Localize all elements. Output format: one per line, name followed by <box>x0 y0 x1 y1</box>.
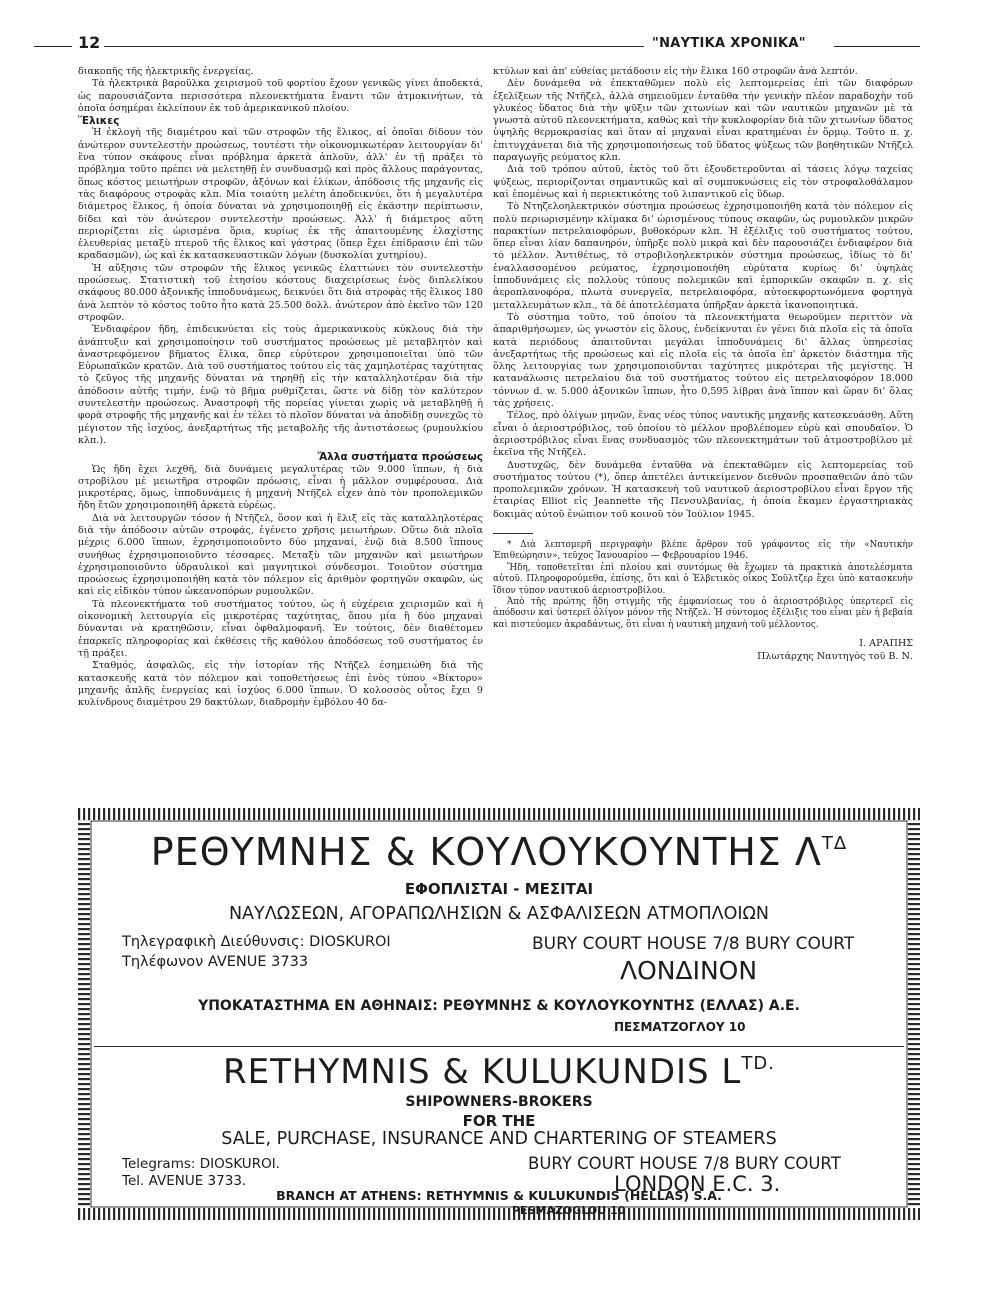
tel-line-english <box>122 1173 246 1189</box>
paragraph: Τὰ πλεονεκτήματα τοῦ συστήματος τούτου, ὡς ἡ εὐχέρεια χειρισμῶν καὶ ἡ οἰκονομικὴ λειτουργία εἰς μικροτέρας ταχύτητας, ὅπου μία ἢ δύο μηχαναὶ δύνανται νὰ κρατηθῶσιν, εἶναι ὀφθαλμοφανῆ. Ἐν τούτοις, δὲν διαθέτομεν ἐπαρκεῖς πληροφορίας καὶ ἐκθέσεις τῆς καθόλου ἀποδόσεως τοῦ συστήματος ἐν τῇ πράξει. <box>78 598 483 659</box>
address-english: BURY COURT HOUSE 7/8 BURY COURT <box>528 1154 841 1173</box>
page-number: 12 <box>78 33 101 52</box>
branch-english: BRANCH AT ATHENS: RETHYMNIS & KULUKUNDIS (HELLAS) S.A. <box>276 1188 722 1203</box>
phone-line-greek <box>122 954 308 970</box>
article-column-left <box>78 66 483 806</box>
paragraph: Τὰ ἠλεκτρικὰ βαροῦλκα χειρισμοῦ τοῦ φορτίου ἔχουν γενικῶς γίνει ἀποδεκτά, ὡς παρουσιάζοντα περισσότερα πλεονεκτήματα ἔναντι τῶν ἀτμοκινήτων, τὰ ὁποῖα ὁσημέραι ἐκλείπουν ἐκ τοῦ ἀμερικανικοῦ πλοίου. <box>78 78 483 114</box>
paragraph: Ὡς ἤδη ἔχει λεχθῆ, διὰ δυνάμεις μεγαλυτέρας τῶν 9.000 ἵππων, ἡ διὰ στροβίλου μὲ μειωτῆρα στροφῶν πρόωσις, εἶναι ἡ μᾶλλον συμφέρουσα. Διὰ μικροτέρας, ὅμως, ἱπποδυνάμεις ἡ μηχανὴ Ντῆζελ εἶχεν ἀπὸ τὸν προπολεμικῶν ἤδη ἔτῶν χρησιμοποιηθῆ ἀρκετὰ εὐρέως. <box>78 463 483 512</box>
company-role-greek: ΕΦΟΠΛΙΣΤΑΙ - ΜΕΣΙΤΑΙ <box>404 880 594 898</box>
telegrams-value: DIOSKUROI. <box>199 1156 280 1172</box>
company-name-english: RETHYMNIS & KULUKUNDIS $L^{TD.}$ <box>223 1052 775 1092</box>
ad-divider <box>94 1046 904 1047</box>
company-name-greek: ΡΕΘΥΜΝΗΣ & ΚΟΥΛΟΥΚΟΥΝΤΗΣ $\Lambda^{T\Delta}$ <box>150 830 848 874</box>
footnote: * Διὰ λεπτομερῆ περιγραφὴν βλέπε ἄρθρον τοῦ γράφοντος εἰς τὴν «Ναυτικὴν Ἐπιθεώρησιν», τεῦχος Ἰανουαρίου — Φεβρουαρίου 1946. <box>493 539 913 562</box>
phone-value: AVENUE 3733 <box>207 954 309 970</box>
footnote: Ἤδη, τοποθετεῖται ἐπὶ πλοίου καὶ συντόμως θὰ ἔχωμεν τὰ πρακτικὰ ἀποτελέσματα αὐτοῦ. Πληροφορούμεθα, ἐπίσης, ὅτι καὶ ὁ Ἑλβετικὸς οἶκος Σοῦλτζερ ἔχει ὑπὸ κατασκευὴν ἴδιον τύπον ναυτικοῦ ἀεριοστροβίλου. <box>493 562 913 596</box>
author-signature <box>493 637 913 663</box>
address-greek: BURY COURT HOUSE 7/8 BURY COURT <box>532 934 855 954</box>
paragraph: Τὸ Ντηζελοηλεκτρικὸν σύστημα προώσεως ἐχρησιμοποιήθη κατὰ τὸν πόλεμον εἰς πολὺ περιωρισμένην κλίμακα δι' ὡρισμένους τύπους σκαφῶν, ὡς ρυμουλκῶν μικρῶν παρακτίων πετρελαιοφόρων, βυθοκόρων κλπ. Ἡ ἐξέλιξις τοῦ συστήματος τούτου, ὅπερ εἶναι λίαν δαπανηρόν, ὑπῆρξε πολὺ μικρὰ καὶ δὲν παρουσιάζει ἐνδιαφέρον διὰ τὸ μέλλον. Ἀντιθέτως, τὸ στροβιλοηλεκτρικὸν σύστημα προώσεως, ἰδίως τὸ δι' ἐναλλασσομένου ρεύματος, ἐχρησιμοποιήθη εὐρύτατα κυρίως δι' ὑψηλὰς ἱπποδυνάμεις εἰς πολλοὺς τύπους πολεμικῶν καὶ ἐμπορικῶν σκαφῶν π. χ. εἰς ἀεροπλανοφόρα, πλωτὰ συνεργεῖα, πετρελαιοφόρα, αὐτοεκφορτωνόμενα φορτηγὰ μεταλλευμάτων κλπ., τὰ δὲ ἀποτελέσματα ὑπῆρξαν ἀρκετὰ ἱκανοποιητικά. <box>493 201 913 311</box>
header-rule-right <box>834 46 920 47</box>
author-name: Ι. ΑΡΑΠΗΣ <box>859 638 913 650</box>
company-role-english: SHIPOWNERS-BROKERS <box>405 1094 593 1110</box>
article-column-right <box>493 66 913 806</box>
footnote: Ἀπὸ τῆς πρώτης ἤδη στιγμῆς τῆς ἐμφανίσεως του ὁ ἀεριοστρόβιλος ὑπερτερεῖ εἰς ἀπόδοσιν καὶ ὑστερεῖ ὀλίγον μόνον τῆς Ντῆζελ. Ἡ σύντομος ἐξέλιξις του εἶναι μὲν ἡ βεβαία καὶ πιστεύομεν ἀκραδάντως, ὅτι εἶναι ἡ ναυτικὴ μηχανὴ τοῦ μέλλοντος. <box>493 597 913 630</box>
company-advertisement <box>78 808 920 1220</box>
tel-label: Tel. <box>122 1173 145 1189</box>
paragraph: Δὲν δυνάμεθα νὰ ἐπεκταθῶμεν πολὺ εἰς λεπτομερείας ἐπὶ τῶν διαφόρων ἐξελίξεων τῆς Ντῆζελ, ἀλλὰ σημειοῦμεν ἐνταῦθα τὴν γενικὴν πλέον παραδοχὴν τοῦ γλυκέος ὕδατος διὰ τὴν ψῦξιν τῶν χιτωνίων καὶ τῶν ναυτικῶν μηχανῶν μὲ τὰ γνωστὰ αὐτοῦ πλεονεκτήματα, καθὼς καὶ τὴν κυκλοφορίαν διὰ τῶν χιτωνίων ὕδατος ὑψηλῆς θερμοκρασίας καὶ ὅταν αἱ μηχαναὶ εἶναι κρατημέναι ἐν ὅρμῳ. Τοῦτο π. χ. ἐπιτυγχάνεται διὰ τῆς χρησιμοποιήσεως τοῦ ὕδατος ψύξεως τῶν βοηθητικῶν Ντῆζελ παραγωγῆς ρεύματος κλπ. <box>493 78 913 164</box>
phone-label: Τηλέφωνον <box>122 954 204 970</box>
telegraph-label: Τηλεγραφικὴ Διεύθυνσις: <box>122 934 305 950</box>
paragraph: Ἡ αὔξησις τῶν στροφῶν τῆς ἕλικος γενικῶς ἐλαττώνει τὸν συντελεστὴν προώσεως. Στατιστικὴ τοῦ ἐτησίου κόστους διαχειρίσεως ἑνὸς διπλελίκου σκάφους 80.000 ἀξονικῆς ἱπποδυνάμεως, δεικνύει ὅτι διὰ στροφὰς τῆς ἕλικος 180 ἀνὰ λεπτὸν τὸ κόστος τοῦτο ἦτο κατὰ 25.500 δολλ. ἀνώτερον ἀπὸ ἐκεῖνο τῶν 120 στροφῶν. <box>78 262 483 323</box>
company-services-greek: ΝΑΥΛΩΣΕΩΝ, ΑΓΟΡΑΠΩΛΗΣΙΩΝ & ΑΣΦΑΛΙΣΕΩΝ ΑΤΜΟΠΛΟΙΩΝ <box>228 904 770 924</box>
header-rule-middle <box>104 46 644 47</box>
telegraph-value: DIOSKUROI <box>309 934 391 950</box>
section-heading-other-systems: Ἄλλα συστήματα προώσεως <box>317 451 483 464</box>
paragraph: Τὸ σύστημα τοῦτο, τοῦ ὁποίου τὰ πλεονεκτήματα θεωροῦμεν περιττὸν νὰ ἀπαριθμήσωμεν, ὡς γνωστὸν εἰς ὅλους, ἐνδείκνυται ἐν γένει διὰ πλοῖα εἰς τὰ ὁποῖα κατὰ περιόδους ἀπαιτοῦνται μεγάλαι ἱπποδυνάμεις δι' ἄλλας ὑπηρεσίας ἀνεξαρτήτως τῆς προώσεως καὶ εἰς πλοῖα εἰς τὰ ὁποῖα ἐπ' ἀρκετὸν διάστημα τῆς ὅλης λειτουργίας των χρησιμοποιοῦνται ταχύτητες μικρότεραι τῆς μεγίστης. Ἡ κατανάλωσις πετρελαίου διὰ τοῦ συστήματος τούτου εἰς πετρελαιοφόρον 18.000 τόννων d. w. 5.000 ἀξονικῶν ἵππων, ἦτο 0,595 λίβραι ἀνὰ ἵππον καὶ ὥραν δι' ὅλας τὰς χρήσεις. <box>493 311 913 410</box>
section-heading-propellers: Ἕλικες <box>78 115 120 128</box>
paragraph: Ἐνδιαφέρον ἤδη, ἐπιδεικνύεται εἰς τοὺς ἀμερικανικοὺς κύκλους διὰ τὴν ἀνάπτυξιν καὶ χρησιμοποίησιν τοῦ συστήματος προώσεως μὲ μεταβλητὸν καὶ ἀναστρεφόμενον βῆματος ἕλικα, ὅπερ εὐρύτερον χρησιμοποιεῖται ὑπὸ τῶν Εὐρωπαϊκῶν κρατῶν. Διὰ τοῦ συστήματος τούτου εἰς τὰς χαμηλοτέρας ταχύτητας τὸ ζεῦγος τῆς μηχανῆς δύναται νὰ τηρηθῇ εἰς τὴν καταλληλοτέραν διὰ τὴν ἀπόδοσιν αὐτῆς τιμήν, ἐνῷ τὸ βῆμα ρυθμίζεται, ὥστε νὰ δίδῃ τὸν καλύτερον συντελεστὴν προώσεως. Ἀναστροφὴ τῆς πορείας γίνεται χωρὶς νὰ μεταβληθῇ ἡ φορὰ στροφῆς τῆς μηχανῆς καὶ ἐν τέλει τὸ πλοῖον δύναται νὰ ἀποδίδῃ συνεχῶς τὸ μέγιστον τῆς ἰσχύος, ἀνεξαρτήτως τῆς μεταβολῆς τῆς ἀντιστάσεως (ρυμουλκίου κλπ.). <box>78 324 483 446</box>
city-english: LONDON E.C. 3. <box>614 1172 781 1196</box>
paragraph: Σταθμός, ἀσφαλῶς, εἰς τὴν ἱστορίαν τῆς Ντῆζελ ἐσημειώθη διὰ τῆς κατασκευῆς κατὰ τὸν πόλεμον καὶ τοποθετήσεως ἐπὶ ἑνὸς τύπου «Βίκτορυ» μηχανῆς ἁπλῆς ἐνεργείας καὶ ἰσχύος 6.000 ἵππων. Ὁ κολοσσὸς οὗτος ἔχει 9 κυλίνδρους διαμέτρου 29 δακτύλων, διαδρομὴν ἐμβόλου 40 δα- <box>78 660 483 709</box>
footnote-rule <box>493 533 533 534</box>
branch-street-english: PESMAZOGLOU 10 <box>512 1204 626 1217</box>
city-greek: ΛΟΝΔΙΝΟΝ <box>620 956 758 985</box>
telegrams-label: Telegrams: <box>122 1156 196 1172</box>
paragraph: Δυστυχῶς, δὲν δυνάμεθα ἐνταῦθα νὰ ἐπεκταθῶμεν εἰς λεπτομερείας τοῦ συστήματος τούτου (*), ὅπερ ἀπετέλει ἀντικείμενον διεθνῶν προσπαθειῶν ἀπὸ τῶν προπολεμικῶν χρόνων. Ἡ κατασκευὴ τοῦ ναυτικοῦ ἀεριοστροβίλου εἶναι ἔργον τῆς ἑταιρίας Elliot εἰς Jeannette τῆς Πενσυλβανίας, ἡ ὁποία ἔκαμεν ἐργαστηριακὰς δοκιμὰς αὐτοῦ ἐνώπιον τοῦ κοινοῦ τὸν Ἰούλιον 1945. <box>493 459 913 520</box>
header-rule-left <box>34 46 72 47</box>
paragraph: κτύλων καὶ ἀπ' εὐθείας μετάδοσιν εἰς τὴν ἕλικα 160 στροφῶν ἀνὰ λεπτόν. <box>493 66 858 77</box>
branch-street-greek: ΠΕΣΜΑΤΖΟΓΛΟΥ 10 <box>614 1020 746 1034</box>
paragraph: Τέλος, πρὸ ὀλίγων μηνῶν, ἕνας νέος τύπος ναυτικῆς μηχανῆς κατεσκευάσθη. Αὕτη εἶναι ὁ ἀεριοστρόβιλος, τοῦ ὁποίου τὸ μέλλον προβλέπομεν εὐρὺ καὶ σπουδαῖον. Ὁ ἀεριοστρόβιλος εἶναι ἕνας συνδυασμὸς τῶν πλεονεκτημάτων τοῦ ἀτμοστροβίλου μὲ ἐκεῖνα τῆς Ντῆζελ. <box>493 410 913 459</box>
paragraph: Ἡ ἐκλογὴ τῆς διαμέτρου καὶ τῶν στροφῶν τῆς ἕλικος, αἱ ὁποῖαι δίδουν τὸν ἀνώτερον συντελεστὴν προώσεως, τουτέστι τὴν οἰκονομικωτέραν λειτουργίαν δι' ἕνα τύπον σκάφους εἶναι πρόβλημα ἀρκετὰ ἁπλοῦν, ἀλλ' ἐν τῇ πράξει τὸ πρόβλημα τοῦτο πρέπει νὰ μελετηθῇ ἐν συνδυασμῷ καὶ πρὸς ἄλλους παράγοντας, ὅπως κόστος μειωτήρων στροφῶν, ἀξόνων καὶ ἑλίκων, ἀπόδοσις τῆς μηχανῆς εἰς τὰς διαφόρους στροφὰς κλπ. Μία τοιαύτη μελέτη ἀποδεικνύει, ὅτι ἡ μεγαλυτέρα διάμετρος ἕλικος, ἡ ὁποία δύναται νὰ χρησιμοποιηθῇ εἰς ἑκάστην περίπτωσιν, δίδει καὶ τὸν ἀνώτερον συντελεστὴν προώσεως. Ἀλλ' ἡ διάμετρος αὕτη περιορίζεται εἰς ὡρισμένα ὅρια, κυρίως ἐκ τῆς ἀπαιτουμένης ἐλαχίστης ἐλευθερίας μεταξὺ πτεροῦ τῆς ἕλικος καὶ γάστρας (ὅπερ ἔχει ἐπίδρασιν ἐπὶ τῶν κραδασμῶν), ὡς καὶ ἐκ κατασκευαστικῶν λόγων (δυσκολίαι χυτηρίου). <box>78 127 483 262</box>
paragraph: διακοπῆς τῆς ἠλεκτρικῆς ἐνεργείας. <box>78 66 254 77</box>
telegrams-line-english <box>122 1156 280 1172</box>
author-title: Πλωτάρχης Ναυτηγὸς τοῦ Β. Ν. <box>757 651 913 663</box>
paragraph: Διὰ νὰ λειτουργῶν τόσον ἡ Ντῆζελ, ὅσον καὶ ἡ ἕλιξ εἰς τὰς καταλληλοτέρας διὰ τὴν ἀπόδοσιν αὐτῶν στροφάς, ἐγένετο χρῆσις μειωτήρων. Οὕτω διὰ πλοῖα μέχρις 6.000 ἵππων, ἐχρησιμοποιοῦντο δύο μηχαναί, ἐνῷ διὰ 8.500 ἵππους συνήθως ἐχρησιμοποιοῦντο τέσσαρες. Μεταξὺ τῶν μηχανῶν καὶ μειωτήρων ἐχρησιμοποιοῦντο ὑδραυλικοὶ καὶ μαγνητικοὶ σύνδεσμοι. Τοιοῦτον σύστημα προώσεως ἐχρησιμοποιήθη κατὰ τὸν πόλεμον εἰς ἀριθμὸν φορτηγῶν σκαφῶν, ὡς καὶ εἰς εἰδικὸν τύπον ὠκεανοπόρων ρυμουλκῶν. <box>78 512 483 598</box>
tel-value: AVENUE 3733. <box>148 1173 247 1189</box>
for-the-label: FOR THE <box>462 1112 536 1130</box>
telegraph-line-greek <box>122 934 391 950</box>
journal-title: "ΝΑΥΤΙΚΑ ΧΡΟΝΙΚΑ" <box>652 36 806 51</box>
company-services-english: SALE, PURCHASE, INSURANCE AND CHARTERING OF STEAMERS <box>221 1129 777 1149</box>
ad-content <box>94 822 904 1217</box>
branch-greek: ΥΠΟΚΑΤΑΣΤΗΜΑ ΕΝ ΑΘΗΝΑΙΣ: ΡΕΘΥΜΝΗΣ & ΚΟΥΛΟΥΚΟΥΝΤΗΣ (ΕΛΛΑΣ) Α.Ε. <box>198 998 800 1014</box>
paragraph: Διὰ τοῦ τρόπου αὐτοῦ, ἐκτὸς τοῦ ὅτι ἐξουδετεροῦνται αἱ τάσεις λόγῳ ταχείας ψύξεως, περιορίζονται σημαντικῶς καὶ αἱ συμπυκνώσεις εἰς τὸν στροφαλοθάλαμον καὶ ἑπομένως καὶ ἡ περιεκτικότης τοῦ λιπαντικοῦ εἰς ὕδωρ. <box>493 164 913 200</box>
